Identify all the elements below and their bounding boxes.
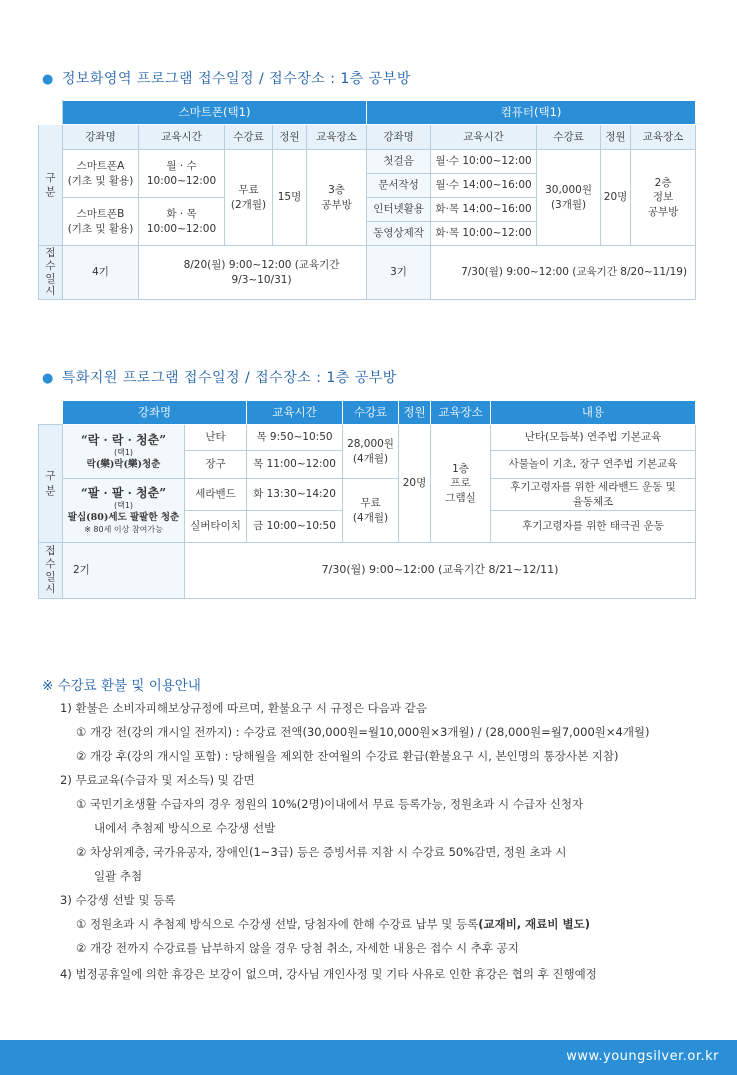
- group2-slogan: “팔 · 팔 · 청춘”: [80, 486, 167, 501]
- gubun-label: 구 분: [39, 425, 63, 543]
- course-content: 후기고령자를 위한 태극권 운동: [491, 511, 696, 543]
- section2-title: ● 특화지원 프로그램 접수일정 / 접수장소 : 1층 공부방: [42, 370, 397, 386]
- note-bold: (교재비, 재료비 별도): [478, 917, 590, 931]
- col-place: 교육장소: [631, 125, 696, 150]
- sp-course-time: 월 · 수 10:00~12:00: [139, 150, 225, 198]
- course-time: 목 11:00~12:00: [247, 451, 343, 479]
- col-place: 교육장소: [431, 401, 491, 425]
- notes-title: ※ 수강료 환불 및 이용안내: [42, 678, 201, 694]
- note-line: ① 국민기초생활 수급자의 경우 정원의 10%(2명)이내에서 무료 등록가능, 정원초과 시 수급자 신청자: [76, 797, 584, 811]
- reception-label: 접 수 일 시: [39, 543, 63, 599]
- footer-bar: [0, 1040, 737, 1075]
- pc-course-name: 인터넷활용: [367, 198, 431, 222]
- course-content: 사물놀이 기초, 장구 연주법 기본교육: [491, 451, 696, 479]
- course-name: 실버타이치: [185, 511, 247, 543]
- pc-course-time: 월·수 10:00~12:00: [431, 150, 537, 174]
- smartphone-header: 스마트폰(택1): [63, 101, 367, 125]
- note-line: 2) 무료교육(수급자 및 저소득) 및 감면: [60, 773, 255, 787]
- pc-reception: 7/30(월) 9:00~12:00 (교육기간 8/20~11/19): [431, 246, 696, 300]
- note-line: ② 개강 전까지 수강료를 납부하지 않을 경우 당첨 취소, 자세한 내용은 접수 시 추후 공지: [76, 941, 519, 955]
- col-time: 교육시간: [247, 401, 343, 425]
- gubun-label: 구 분: [39, 125, 63, 246]
- group1-pick: (택1): [113, 447, 134, 457]
- col-place: 교육장소: [307, 125, 367, 150]
- reception: 7/30(월) 9:00~12:00 (교육기간 8/21~12/11): [185, 543, 696, 599]
- place: 1층 프로 그램실: [431, 425, 491, 543]
- group2-pick: (택1): [113, 501, 134, 511]
- note-line: 4) 법정공휴일에 의한 휴강은 보강이 없으며, 강사님 개인사정 및 기타 사유로 인한 휴강은 협의 후 진행예정: [60, 967, 597, 981]
- sp-term: 4기: [63, 246, 139, 300]
- fee-a: 28,000원 (4개월): [343, 425, 399, 479]
- fee-b: 무료 (4개월): [343, 479, 399, 543]
- group1-sub: 락(樂)락(樂)청춘: [86, 458, 161, 470]
- pc-fee: 30,000원 (3개월): [537, 150, 601, 246]
- pc-course-time: 월·수 14:00~16:00: [431, 174, 537, 198]
- col-fee: 수강료: [343, 401, 399, 425]
- refund-notes: [42, 674, 702, 981]
- col-course: 강좌명: [63, 401, 247, 425]
- col-fee: 수강료: [225, 125, 273, 150]
- pc-course-name: 첫걸음: [367, 150, 431, 174]
- footer-url[interactable]: www.youngsilver.or.kr: [566, 1049, 719, 1064]
- pc-place: 2층 정보 공부방: [631, 150, 696, 246]
- course-time: 목 9:50~10:50: [247, 425, 343, 451]
- course-content: 난타(모듬북) 연주법 기본교육: [491, 425, 696, 451]
- sp-reception: 8/20(월) 9:00~12:00 (교육기간 9/3~10/31): [139, 246, 367, 300]
- sp-place: 3층 공부방: [307, 150, 367, 246]
- sp-quota: 15명: [273, 150, 307, 246]
- pc-course-name: 동영상제작: [367, 222, 431, 246]
- bullet-icon: ●: [42, 371, 54, 386]
- note-line: 3) 수강생 선발 및 등록: [60, 893, 176, 907]
- col-course: 강좌명: [63, 125, 139, 150]
- special-program-table: [38, 400, 696, 599]
- sp-course-name: 스마트폰A (기초 및 활용): [63, 150, 139, 198]
- course-name: 난타: [185, 425, 247, 451]
- group1-label: [63, 425, 185, 479]
- group2-label: [63, 479, 185, 543]
- course-time: 금 10:00~10:50: [247, 511, 343, 543]
- pc-course-time: 화·목 10:00~12:00: [431, 222, 537, 246]
- col-time: 교육시간: [139, 125, 225, 150]
- reception-label: 접 수 일 시: [39, 246, 63, 300]
- section1-title: ● 정보화영역 프로그램 접수일정 / 접수장소 : 1층 공부방: [42, 71, 411, 87]
- group2-sub: 팔십(80)세도 팔팔한 청춘: [67, 512, 180, 524]
- pc-course-name: 문서작성: [367, 174, 431, 198]
- group2-note: ※ 80세 이상 참여가능: [84, 525, 163, 534]
- col-quota: 정원: [399, 401, 431, 425]
- course-name: 세라밴드: [185, 479, 247, 511]
- sp-course-name: 스마트폰B (기초 및 활용): [63, 198, 139, 246]
- bullet-icon: ●: [42, 72, 54, 87]
- sp-course-time: 화 · 목 10:00~12:00: [139, 198, 225, 246]
- col-fee: 수강료: [537, 125, 601, 150]
- sp-fee: 무료 (2개월): [225, 150, 273, 246]
- col-time: 교육시간: [431, 125, 537, 150]
- col-quota: 정원: [273, 125, 307, 150]
- note-line: ① 개강 전(강의 개시일 전까지) : 수강료 전액(30,000원=월10,000원×3개월) / (28,000원=월7,000원×4개월): [76, 725, 650, 739]
- note-line: ② 개강 후(강의 개시일 포함) : 당해월을 제외한 잔여월의 수강료 환급(환불요구 시, 본인명의 통장사본 지참): [76, 749, 619, 763]
- col-content: 내용: [491, 401, 696, 425]
- note-line: 일괄 추첨: [94, 869, 143, 883]
- pc-course-time: 화·목 14:00~16:00: [431, 198, 537, 222]
- note-line: 1) 환불은 소비자피해보상규정에 따르며, 환불요구 시 규정은 다음과 같음: [60, 701, 427, 715]
- quota: 20명: [399, 425, 431, 543]
- course-content: 후기고령자를 위한 세라밴드 운동 및 율동체조: [491, 479, 696, 511]
- col-quota: 정원: [601, 125, 631, 150]
- pc-quota: 20명: [601, 150, 631, 246]
- note-line: ① 정원초과 시 추첨제 방식으로 수강생 선발, 당첨자에 한해 수강료 납부 및 등록(교재비, 재료비 별도): [76, 917, 590, 931]
- col-course: 강좌명: [367, 125, 431, 150]
- group1-slogan: “락 · 락 · 청춘”: [80, 432, 167, 447]
- info-program-table: [38, 100, 696, 300]
- course-name: 장구: [185, 451, 247, 479]
- computer-header: 컴퓨터(택1): [367, 101, 696, 125]
- course-time: 화 13:30~14:20: [247, 479, 343, 511]
- term: 2기: [63, 543, 185, 599]
- note-line: 내에서 추첨제 방식으로 수강생 선발: [94, 821, 276, 835]
- pc-term: 3기: [367, 246, 431, 300]
- note-line: ② 차상위계층, 국가유공자, 장애인(1~3급) 등은 증빙서류 지참 시 수강료 50%감면, 정원 초과 시: [76, 845, 567, 859]
